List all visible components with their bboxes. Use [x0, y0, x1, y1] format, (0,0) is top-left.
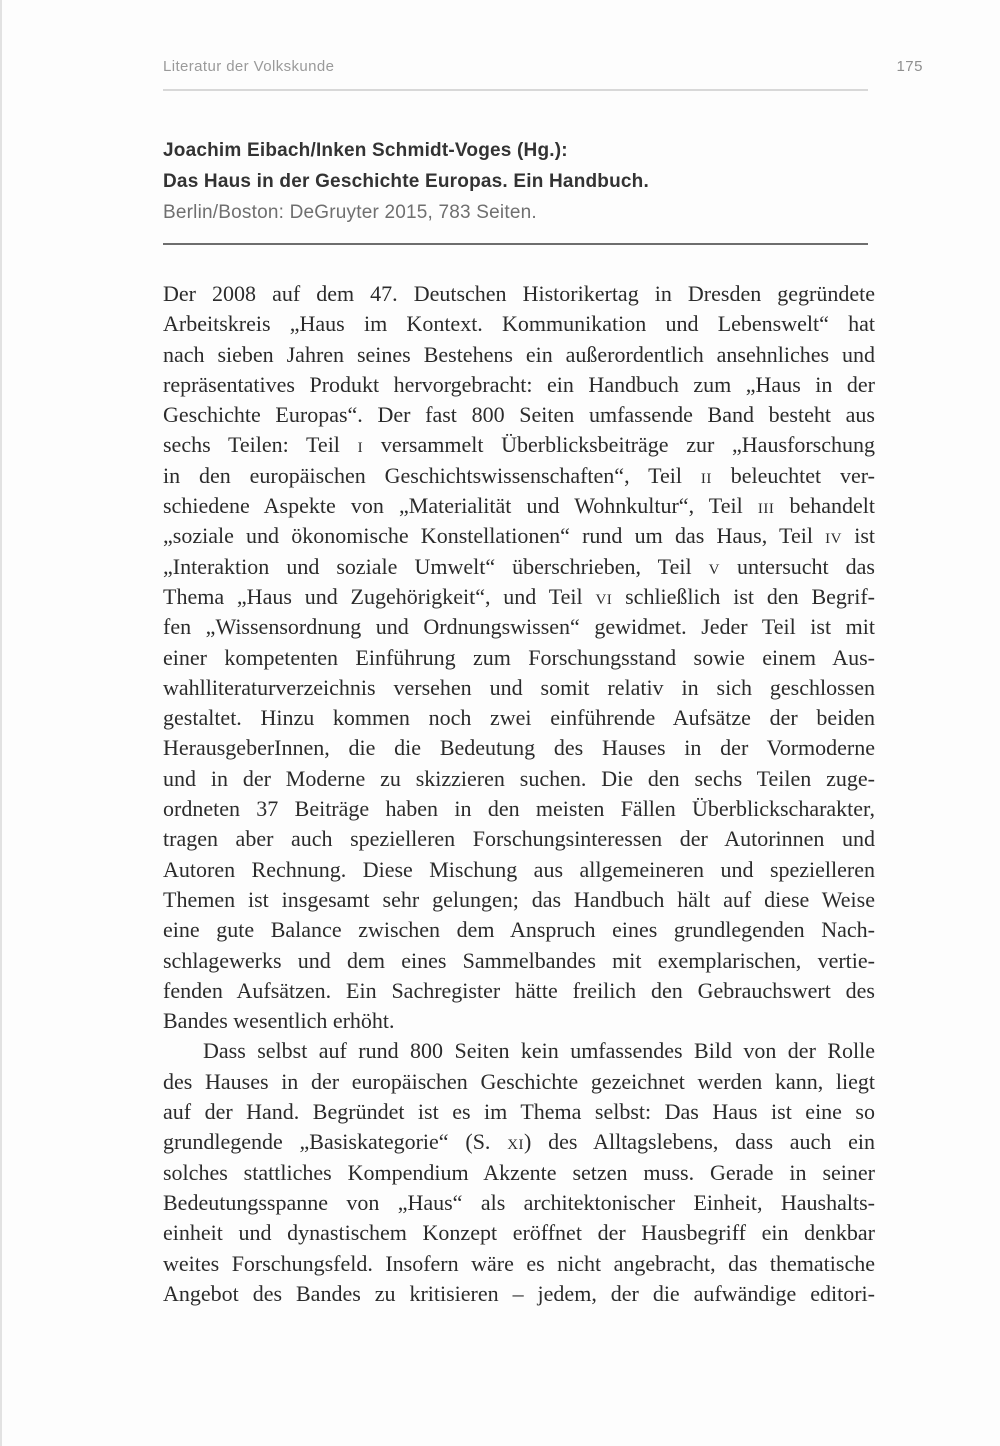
body-line: „Interaktion und soziale Umwelt“ überschrieben, Teil v untersucht das — [163, 553, 875, 579]
header-rule — [163, 89, 868, 91]
review-heading — [163, 135, 875, 228]
running-header: Literatur der Volkskunde — [163, 58, 335, 75]
body-line: schiedene Aspekte von „Materialität und Wohnkultur“, Teil iii behandelt — [163, 493, 875, 519]
review-body-text — [163, 279, 875, 1309]
body-line: repräsentatives Produkt hervorgebracht: ein Handbuch zum „Haus in der — [163, 371, 875, 397]
body-line: weites Forschungsfeld. Insofern wäre es nicht angebracht, das thematische — [163, 1250, 875, 1276]
body-line: fen „Wissensordnung und Ordnungswissen“ gewidmet. Jeder Teil ist mit — [163, 614, 875, 640]
body-line: Der 2008 auf dem 47. Deutschen Historikertag in Dresden gegründete — [163, 281, 875, 306]
body-line: einer kompetenten Einführung zum Forschungsstand sowie einem Aus- — [163, 644, 875, 670]
body-line: wahlliteraturverzeichnis versehen und somit relativ in sich geschlossen — [163, 674, 875, 700]
body-line: Autoren Rechnung. Diese Mischung aus allgemeineren und spezielleren — [163, 856, 875, 882]
page-number: 175 — [896, 58, 923, 75]
body-line: grundlegende „Basiskategorie“ (S. xi) des Alltagslebens, dass auch ein — [163, 1129, 875, 1155]
body-line: Angebot des Bandes zu kritisieren – jedem, der die aufwändige editori- — [163, 1280, 875, 1306]
body-line: nach sieben Jahren seines Bestehens ein außerordentlich ansehnliches und — [163, 341, 875, 367]
body-line: auf der Hand. Begründet ist es im Thema selbst: Das Haus ist eine so — [163, 1099, 875, 1125]
body-line: Themen ist insgesamt sehr gelungen; das Handbuch hält auf diese Weise — [163, 886, 875, 912]
review-imprint: Berlin/Boston: DeGruyter 2015, 783 Seiten. — [163, 202, 537, 223]
body-line: HerausgeberInnen, die die Bedeutung des Hauses in der Vormoderne — [163, 735, 875, 761]
body-line: schlagewerks und dem eines Sammelbandes mit exemplarischen, vertie- — [163, 947, 875, 973]
review-editors: Joachim Eibach/Inken Schmidt-Voges (Hg.): — [163, 140, 568, 161]
scan-edge-line — [0, 0, 2, 1446]
body-line: Thema „Haus und Zugehörigkeit“, und Teil vi schließlich ist den Begrif- — [163, 583, 875, 609]
body-line: eine gute Balance zwischen dem Anspruch eines grundlegenden Nach- — [163, 917, 875, 943]
body-line: des Hauses in der europäischen Geschichte gezeichnet werden kann, liegt — [163, 1068, 875, 1094]
body-line: ordneten 37 Beiträge haben in den meisten Fällen Überblickscharakter, — [163, 796, 875, 822]
review-book-title: Das Haus in der Geschichte Europas. Ein Handbuch. — [163, 171, 649, 192]
body-line: Dass selbst auf rund 800 Seiten kein umfassendes Bild von der Rolle — [203, 1038, 875, 1064]
title-rule — [163, 243, 868, 245]
body-line: tragen aber auch spezielleren Forschungsinteressen der Autorinnen und — [163, 826, 875, 852]
body-line: Arbeitskreis „Haus im Kontext. Kommunikation und Lebenswelt“ hat — [163, 311, 875, 337]
body-line: Bedeutungsspanne von „Haus“ als architektonischer Einheit, Haushalts- — [163, 1189, 875, 1215]
body-line: einheit und dynastischem Konzept eröffnet der Hausbegriff ein denkbar — [163, 1220, 875, 1246]
body-line: gestaltet. Hinzu kommen noch zwei einführende Aufsätze der beiden — [163, 705, 875, 731]
body-line: sechs Teilen: Teil i versammelt Überblicksbeiträge zur „Hausforschung — [163, 432, 875, 458]
body-line: solches stattliches Kompendium Akzente setzen muss. Gerade in seiner — [163, 1159, 875, 1185]
body-line: „soziale und ökonomische Konstellationen“ rund um das Haus, Teil iv ist — [163, 523, 875, 549]
body-line: und in der Moderne zu skizzieren suchen. Die den sechs Teilen zuge- — [163, 765, 875, 791]
body-line: Bandes wesentlich erhöht. — [163, 1008, 395, 1034]
body-line: Geschichte Europas“. Der fast 800 Seiten umfassende Band besteht aus — [163, 402, 875, 428]
body-line: in den europäischen Geschichtswissenschaften“, Teil ii beleuchtet ver- — [163, 462, 875, 488]
body-line: fenden Aufsätzen. Ein Sachregister hätte freilich den Gebrauchswert des — [163, 977, 875, 1003]
